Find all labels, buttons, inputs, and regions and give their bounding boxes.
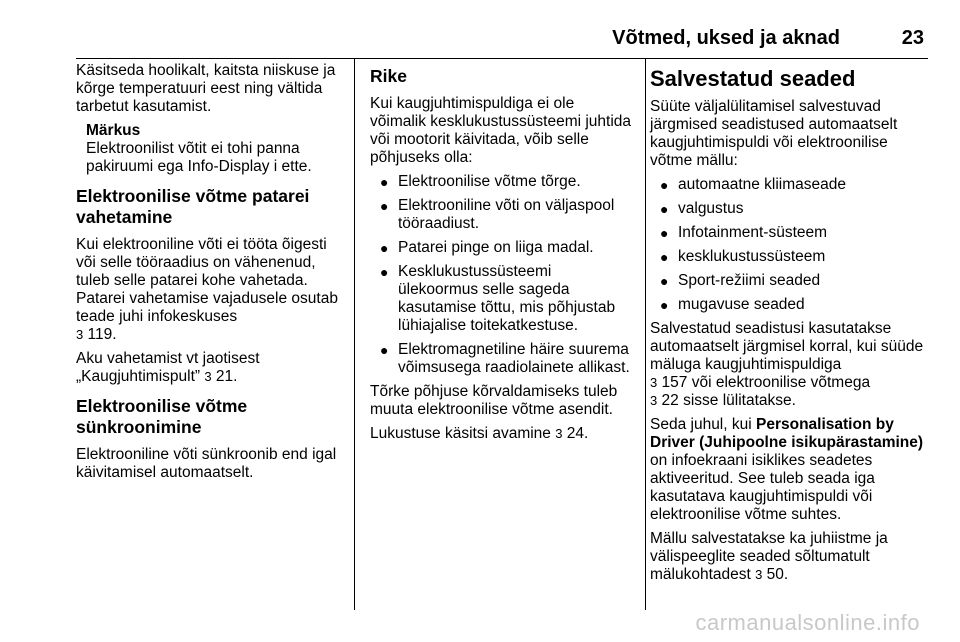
paragraph: Käsitseda hoolikalt, kaitsta niiskuse ja kõrge temperatuuri eest ning vältida tarbetut kasutamist. [76, 62, 336, 115]
page-reference[interactable]: 50. [766, 566, 789, 583]
list-item: ● Elektrooniline võti on väljaspool tööraadiust. [380, 197, 615, 232]
column-divider [354, 58, 355, 610]
section-heading: Rike [370, 66, 407, 86]
bullet-icon: ● [660, 225, 669, 241]
page-number: 23 [901, 27, 924, 49]
setting-name: Personalisation by Driver (Juhipoolne isikupärastamine) [650, 416, 924, 451]
bullet-icon: ● [380, 342, 389, 358]
reference-arrow-icon: 3 [204, 369, 212, 384]
paragraph: Mällu salvestatakse ka juhiistme ja välispeeglite seaded sõltumatult mälukohtadest 3 50. [650, 530, 888, 583]
bullet-icon: ● [660, 273, 669, 289]
page-header [76, 24, 928, 59]
paragraph: Elektrooniline võti sünkroonib end igal käivitamisel automaatselt. [76, 446, 337, 481]
bullet-list [650, 176, 930, 314]
reference-arrow-icon: 3 [650, 375, 658, 390]
list-item: ● automaatne kliimaseade [660, 176, 847, 193]
bullet-icon: ● [380, 198, 389, 214]
paragraph [76, 236, 350, 344]
list-item: ● valgustus [660, 200, 744, 217]
bullet-icon: ● [660, 249, 669, 265]
section-heading: Elektroonilise võtme patarei vahetamine [76, 186, 310, 227]
list-item: ● Kesklukustussüsteemi ülekoormus selle sageda kasutamise tõttu, mis põhjustab lühiajalise toitekatkestuse. [380, 263, 616, 334]
paragraph-text: Aku vahetamist vt jaotisest „Kaugjuhtimispult” [76, 350, 260, 385]
chapter-title: Võtmed, uksed ja aknad [612, 27, 840, 49]
page-reference[interactable]: 119. [87, 326, 117, 343]
paragraph: Kui kaugjuhtimispuldiga ei ole võimalik kesklukustussüsteemi juhtida või mootorit käivitada, võib selle põhjuseks olla: [370, 95, 632, 166]
paragraph [370, 425, 632, 443]
paragraph [76, 350, 350, 386]
list-item: ● mugavuse seaded [660, 296, 805, 313]
watermark: carmanualsonline.info [695, 610, 920, 635]
note-title: Märkus [86, 122, 141, 139]
column-right [650, 62, 930, 610]
reference-arrow-icon: 3 [755, 567, 763, 582]
paragraph: Tõrke põhjuse kõrvaldamiseks tuleb muuta elektroonilise võtme asendit. [370, 383, 618, 418]
reference-arrow-icon: 3 [76, 327, 84, 342]
reference-arrow-icon: 3 [650, 393, 658, 408]
reference-arrow-icon: 3 [555, 426, 563, 441]
bullet-icon: ● [380, 174, 389, 190]
bullet-icon: ● [380, 240, 389, 256]
section-heading: Elektroonilise võtme sünkroonimine [76, 396, 248, 437]
list-item: ● kesklukustussüsteem [660, 248, 826, 265]
note-box [86, 122, 350, 176]
note-text: Elektroonilist võtit ei tohi panna pakiruumi ega Info-Display i ette. [86, 140, 312, 175]
page-reference[interactable]: 157 [661, 374, 688, 391]
list-item: ● Elektromagnetiline häire suurema võimsusega raadiolainete allikast. [380, 341, 630, 376]
paragraph: Salvestatud seadistusi kasutatakse automaatselt järgmisel korral, kui süüde mäluga kaugjuhtimispuldiga 3 157 või elektroonilise võtmega 3 22 sisse lülitatakse. [650, 320, 924, 409]
page-reference[interactable]: 21. [215, 368, 238, 385]
paragraph: Süüte väljalülitamisel salvestuvad järgmised seadistused automaatselt kaugjuhtimispuldi või elektroonilise võtme mällu: [650, 98, 898, 169]
column-middle [370, 62, 632, 610]
bullet-icon: ● [380, 264, 389, 280]
list-item: ● Sport-režiimi seaded [660, 272, 821, 289]
column-left [76, 62, 350, 610]
page-reference[interactable]: 24. [566, 425, 589, 442]
paragraph-text: Lukustuse käsitsi avamine [370, 425, 551, 442]
bullet-list [370, 173, 632, 377]
list-item: ● Infotainment-süsteem [660, 224, 828, 241]
column-divider [645, 58, 646, 610]
bullet-icon: ● [660, 177, 669, 193]
paragraph-text: Kui elektrooniline võti ei tööta õigesti või selle tööraadius on vähenenud, tuleb selle patarei kohe vahetada. Patarei vahetamise vajadusele osutab teade juhi infokeskuses [76, 236, 338, 325]
page-reference[interactable]: 22 [661, 392, 679, 409]
list-item: ● Elektroonilise võtme tõrge. [380, 173, 581, 190]
list-item: ● Patarei pinge on liiga madal. [380, 239, 594, 256]
paragraph: Seda juhul, kui Personalisation by Driver (Juhipoolne isikupärastamine) on infoekraani isiklikes seadetes aktiveeritud. See tuleb seada iga kasutatava kaugjuhtimispuldi või elektroonilise võtme suhtes. [650, 416, 924, 523]
section-heading-large: Salvestatud seaded [650, 66, 856, 91]
bullet-icon: ● [660, 201, 669, 217]
bullet-icon: ● [660, 297, 669, 313]
